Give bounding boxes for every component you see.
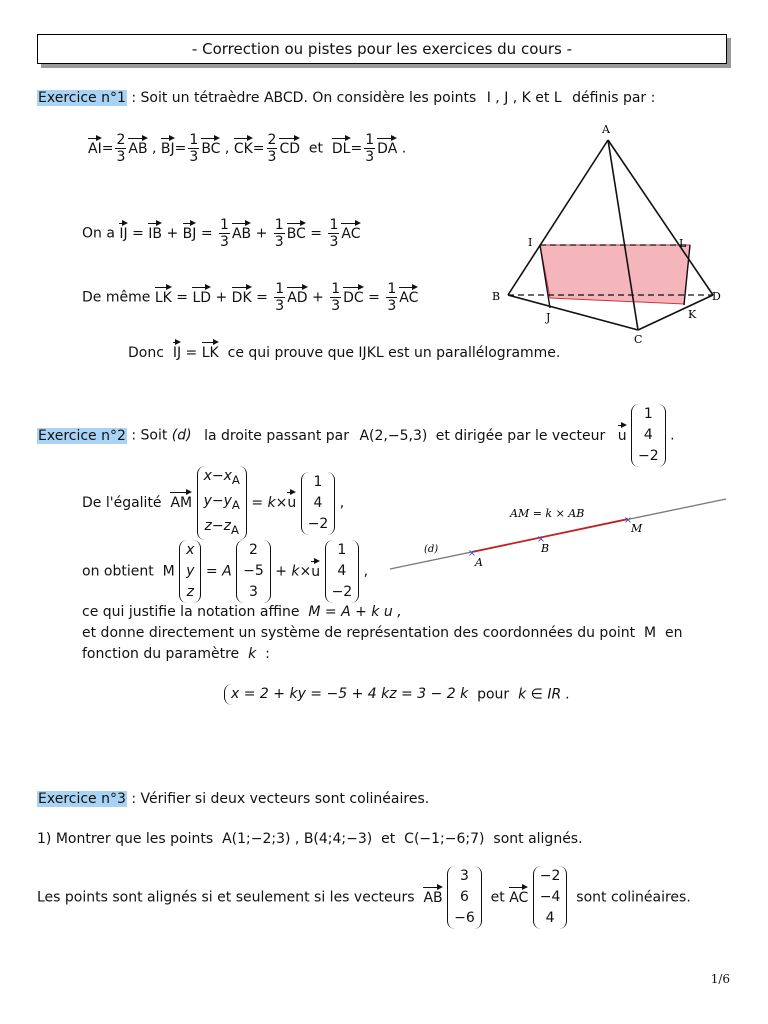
label-equation: AM = k × AB (510, 507, 585, 520)
ex1-intro-a: : Soit un tétraèdre (131, 90, 260, 106)
label-b: B (541, 542, 550, 555)
line-figure (388, 494, 728, 574)
de-meme-text: De même (82, 289, 151, 306)
on-a-text: On a (82, 225, 115, 242)
label-m: M (631, 522, 643, 535)
parametre-text: fonction du paramètre (82, 646, 240, 662)
ex1-intro (37, 90, 655, 106)
label-C: C (634, 333, 643, 346)
affine-notation: M = A + k u , (308, 604, 402, 620)
ex1-intro-b: . On considère les points (303, 90, 477, 106)
ex2-egalite: De l'égalité AM $x-x_A$ $y-y_A$ $z-z_A$ = k×u 1 4 −2 , (82, 466, 344, 540)
vector-ac: −2 −4 4 (533, 866, 568, 929)
label-I: I (528, 236, 533, 249)
label-A: A (602, 123, 610, 136)
egalite-text: De l'égalité (82, 495, 162, 512)
parametre-colon: : (265, 646, 270, 662)
ex2-donne (82, 625, 683, 641)
justifie-text: ce qui justifie la notation affine (82, 604, 300, 620)
ex1-ij: On a IJ = IB + BJ = $\frac{1}{3}$ AB + $\frac{1}{3}$ BC = $\frac{1}{3}$ AC (82, 217, 361, 250)
ex1-intro-c: définis par : (572, 90, 656, 106)
ex2-point-a: A(2,−5,3) (359, 427, 428, 444)
ex2-system (224, 684, 570, 705)
ex1-label: Exercice n°1 (38, 90, 126, 106)
ex1-conclusion: Donc IJ = LK ce qui prouve que IJKL est un parallélogramme. (128, 345, 561, 361)
ex3-label: Exercice n°3 (38, 791, 126, 807)
aligned-end: sont colinéaires. (576, 889, 691, 906)
aligned-text: Les points sont alignés si et seulement si les vecteurs (37, 889, 415, 906)
vector-ab: 3 6 −6 (447, 866, 482, 929)
k-in-r: k ∈ IR . (518, 686, 571, 703)
ex2-intro-a: : Soit (131, 427, 168, 444)
mark-m: × (623, 515, 633, 526)
page-number: 1/6 (710, 972, 730, 986)
ex2-intro-b: la droite passant par (204, 427, 349, 444)
ex3-intro-text: : Vérifier si deux vecteurs sont colinéaires. (131, 791, 430, 807)
label-L: L (679, 237, 687, 250)
obtient-text: on obtient (82, 563, 154, 580)
point-a: A(1;−2;3) , (222, 831, 300, 847)
point-c: C(−1;−6;7) (404, 831, 485, 847)
ex2-line-d: (d) (171, 427, 192, 444)
ex3-q1 (37, 831, 583, 847)
ex1-points: I , J , K et L (486, 90, 562, 106)
label-d: (d) (424, 544, 439, 555)
ex2-intro-c: et dirigée par le vecteur (435, 427, 606, 444)
ex3-intro (37, 791, 429, 807)
label-D: D (712, 290, 721, 303)
donne-en: en (665, 625, 683, 641)
parametre-k: k (248, 646, 257, 662)
ex2-justifie (82, 604, 402, 620)
ex2-parametre (82, 646, 270, 662)
system-y: y = −5 + 4 k (297, 686, 390, 702)
ex2-label: Exercice n°2 (38, 427, 126, 444)
segment-am (472, 519, 628, 552)
ex2-intro: Exercice n°2 : Soit (d) la droite passant par A(2,−5,3) et dirigée par le vecteur u 1 4 −2 . (37, 404, 675, 467)
page-title (37, 34, 727, 64)
ex1-abcd: ABCD (263, 90, 304, 106)
conclusion-text: ce qui prouve que IJKL est un parallélogramme. (227, 345, 561, 361)
label-J: J (546, 311, 551, 324)
label-B: B (492, 290, 501, 303)
point-b: B(4;4;−3) (303, 831, 373, 847)
donne-text: et donne directement un système de représentation des coordonnées du point (82, 625, 636, 641)
ex1-lk: De même LK = LD + DK = $\frac{1}{3}$ AD + $\frac{1}{3}$ DC = $\frac{1}{3}$ AC (82, 281, 419, 314)
title-text: - Correction ou pistes pour les exercices du cours - (191, 40, 573, 58)
donne-point-m: M (644, 625, 657, 641)
ex2-obtient: on obtient M x y z = A 2 −5 3 + k×u 1 4 −2 , (82, 540, 368, 603)
ex1-definitions: AI= $\frac{2}{3}$ AB , BJ= $\frac{1}{3}$ BC , CK= $\frac{2}{3}$ CD et DL= $\frac{1}{3}$ DA . (88, 132, 407, 165)
pour-text: pour (477, 686, 510, 703)
tetrahedron-figure (480, 118, 740, 350)
ex2-vector-u: 1 4 −2 (631, 404, 666, 467)
ex3-aligned: Les points sont alignés si et seulement si les vecteurs AB 3 6 −6 et AC −2 −4 4 sont colinéaires. (37, 866, 691, 929)
et-text: et (381, 831, 396, 847)
system-z: z = 3 − 2 k (389, 686, 469, 702)
q1-end: sont alignés. (493, 831, 583, 847)
label-K: K (688, 308, 697, 321)
label-a: A (475, 556, 483, 569)
mark-b: × (536, 534, 546, 545)
system-x: x = 2 + k (231, 686, 298, 702)
mark-a: × (467, 548, 477, 559)
q1-text: 1) Montrer que les points (37, 831, 214, 847)
donc-text: Donc (128, 345, 164, 361)
